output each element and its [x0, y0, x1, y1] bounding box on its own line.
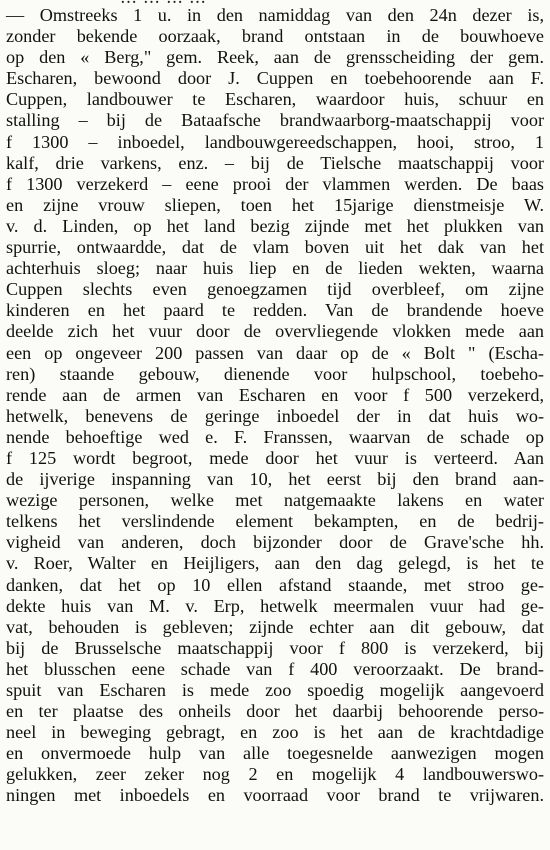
- article-line-32: het blusschen eene schade van f 400 veroorzaakt. De brand-: [6, 658, 544, 679]
- article-line-25: telkens het verslindende element bekampten, en de bedrij-: [6, 511, 544, 532]
- article-line-24: wezige personen, welke met natgemaakte lakens en water: [6, 490, 544, 511]
- news-article: [6, 5, 544, 807]
- article-line-27: v. Roer, Walter en Heijligers, aan den dag gelegd, is het te: [6, 553, 544, 574]
- article-line-33: spuit van Escharen is mede zoo spoedig mogelijk aangevoerd: [6, 680, 544, 700]
- article-line-17: een op ongeveer 200 passen van daar op de « Bolt " (Escha-: [6, 342, 544, 363]
- article-line-19: rende aan de armen van Escharen en voor f 500 verzekerd,: [6, 384, 544, 405]
- article-line-37: gelukken, zeer zeker nog 2 en mogelijk 4 landbouwerswo-: [6, 764, 544, 785]
- article-line-7: f 1300 – inboedel, landbouwgereedschappen, hooi, stroo, 1: [6, 131, 544, 152]
- article-line-10: en zijne vrouw sliepen, toen het 15jarige dienstmeisje W.: [6, 194, 544, 215]
- article-line-23: de ijverige inspanning van 10, het eerst bij den brand aan-: [6, 469, 544, 490]
- article-line-9: f 1300 verzekerd – eene prooi der vlammen werden. De baas: [6, 173, 544, 194]
- article-line-5: Cuppen, landbouwer te Escharen, waardoor huis, schuur en: [6, 89, 544, 110]
- article-line-2: zonder bekende oorzaak, brand ontstaan in de bouwhoeve: [6, 26, 544, 47]
- article-line-3: op den « Berg," gem. Reek, aan de grensscheiding der gem.: [6, 47, 544, 68]
- article-line-29: dekte huis van M. v. Erp, hetwelk meermalen vuur had ge-: [6, 595, 544, 616]
- article-line-16: deelde zich het vuur door de overvliegende vlokken mede aan: [6, 321, 544, 342]
- article-line-35: neel in beweging gebragt, en zoo is het aan de krachtdadige: [6, 722, 544, 743]
- article-line-14: Cuppen slechts even genoegzamen tijd overbleef, om zijne: [6, 279, 544, 300]
- article-line-30: vat, behouden is gebleven; zijnde echter aan dit gebouw, dat: [6, 616, 544, 637]
- article-line-6: stalling – bij de Bataafsche brandwaarborg-maatschappij voor: [6, 110, 544, 131]
- article-line-34: en ter plaatse des onheils door het daarbij behoorende perso-: [6, 701, 544, 722]
- article-line-22: f 125 wordt begroot, mede door het vuur is verteerd. Aan: [6, 447, 544, 468]
- article-line-26: vigheid van anderen, doch bijzonder door de Grave'sche hh.: [6, 532, 544, 553]
- article-line-15: kinderen en het paard te redden. Van de brandende hoeve: [6, 300, 544, 321]
- article-line-31: bij de Brusselsche maatschappij voor f 800 is verzekerd, bij: [6, 637, 544, 658]
- article-line-12: spurrie, ontwaardde, dat de vlam boven uit het dak van het: [6, 237, 544, 258]
- article-line-11: v. d. Linden, op het land bezig zijnde met het plukken van: [6, 215, 544, 236]
- article-line-20: hetwelk, benevens de geringe inboedel der in dat huis wo-: [6, 405, 544, 426]
- article-line-8: kalf, drie varkens, enz. – bij de Tielsche maatschappij voor: [6, 152, 544, 173]
- article-line-21: nende behoeftige wed e. F. Franssen, waarvan de schade op: [6, 426, 544, 447]
- article-line-18: ren) staande gebouw, dienende voor hulpschool, toebeho-: [6, 363, 544, 384]
- article-line-13: achterhuis sloeg; naar huis liep en de lieden wekten, waarna: [6, 258, 544, 279]
- article-line-1: — Omstreeks 1 u. in den namiddag van den 24n dezer is,: [6, 5, 544, 25]
- article-line-4: Escharen, bewoond door J. Cuppen en toebehoorende aan F.: [6, 68, 544, 89]
- article-line-36: en onvermoede hulp van alle toegesnelde aanwezigen mogen: [6, 743, 544, 764]
- article-line-28: danken, dat het op 10 ellen afstand staande, met stroo ge-: [6, 574, 544, 595]
- article-line-38: ningen met inboedels en voorraad voor brand te vrijwaren.: [6, 785, 544, 806]
